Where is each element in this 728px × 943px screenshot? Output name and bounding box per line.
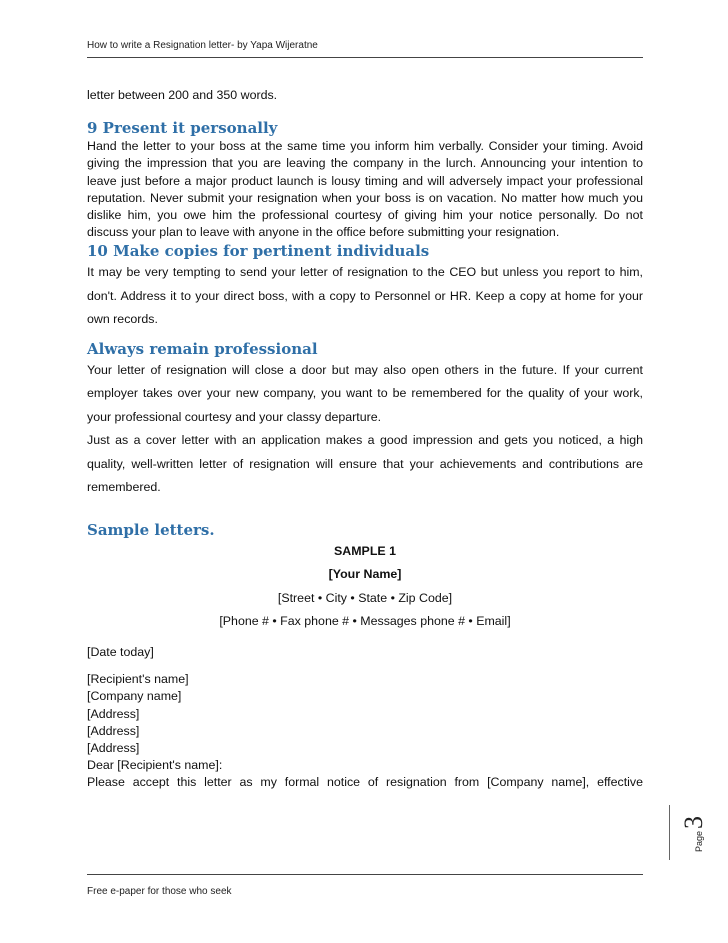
recipient-line: [Address] <box>87 740 140 755</box>
recipient-line: [Recipient's name] <box>87 672 189 687</box>
sample-address-line: [Street • City • State • Zip Code] <box>277 590 453 605</box>
page-label: Page <box>694 830 704 852</box>
salutation: Dear [Recipient's name]: <box>87 758 223 773</box>
professional-body-1: Your letter of resignation will close a door but may also open others in the future. If your current employer takes over your new company, you want to be remembered for the quality of your work, your professional courtesy and your classy departure. <box>87 362 643 424</box>
sample-label: SAMPLE 1 <box>334 543 396 558</box>
sample-letters-heading: Sample letters. <box>87 520 215 539</box>
page-number-value: 3 <box>679 815 708 829</box>
document-body <box>87 87 643 792</box>
page-number <box>679 816 709 852</box>
sample-phone-line: [Phone # • Fax phone # • Messages phone # • Email] <box>219 614 511 629</box>
letter-opening: Please accept this letter as my formal notice of resignation from [Company name], effective <box>87 775 643 790</box>
running-header: How to write a Resignation letter- by Yapa Wijeratne <box>87 40 318 51</box>
section-10-body: It may be very tempting to send your letter of resignation to the CEO but unless you report to him, don't. Address it to your direct boss, with a copy to Personnel or HR. Keep a copy at home for your own records. <box>87 265 643 327</box>
recipient-line: [Company name] <box>87 689 182 704</box>
header-divider <box>87 57 643 58</box>
running-footer: Free e-paper for those who seek <box>87 886 232 897</box>
section-9-body: Hand the letter to your boss at the same time you inform him verbally. Consider your timing. Avoid giving the impression that you are leaving the company in the lurch. Announcing your intention to leave just before a major product launch is lousy timing and will adversely impact your professional reputation. Never submit your resignation when your boss is on vacation. No matter how much you dislike him, you owe him the professional courtesy of giving him your notice personally. Do not discuss your plan to leave with anyone in the office before submitting your resignation. <box>87 139 643 240</box>
professional-heading: Always remain professional <box>87 339 318 358</box>
sample-date: [Date today] <box>87 644 154 659</box>
recipient-line: [Address] <box>87 723 140 738</box>
sample-your-name: [Your Name] <box>328 567 402 582</box>
page-number-divider <box>669 805 670 860</box>
intro-line: letter between 200 and 350 words. <box>87 88 278 102</box>
section-10-heading: 10 Make copies for pertinent individuals <box>87 242 430 261</box>
recipient-line: [Address] <box>87 706 140 721</box>
footer-divider <box>87 874 643 875</box>
recipient-block <box>87 671 643 791</box>
section-9-heading: 9 Present it personally <box>87 119 278 138</box>
professional-body-2: Just as a cover letter with an application makes a good impression and gets you noticed, a high quality, well-written letter of resignation will ensure that your achievements and contributions are remembered. <box>87 433 643 495</box>
